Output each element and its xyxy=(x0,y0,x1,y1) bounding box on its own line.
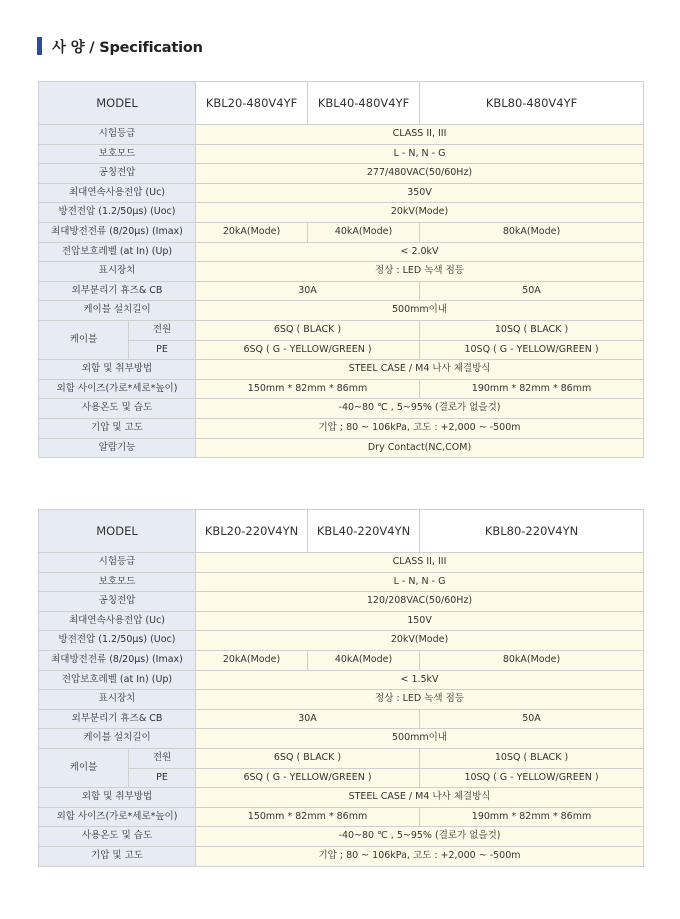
table-row xyxy=(39,301,644,321)
row-value: 120/208VAC(50/60Hz) xyxy=(196,592,644,612)
row-value: 500mm이내 xyxy=(196,729,644,749)
row-label: 보호모드 xyxy=(39,572,196,592)
model-name: KBL40-220V4YN xyxy=(308,510,420,553)
table-row xyxy=(39,320,644,340)
row-value: 20kA(Mode) xyxy=(196,650,308,670)
table-row xyxy=(39,222,644,242)
row-value: 190mm * 82mm * 86mm xyxy=(420,379,644,399)
row-label: 외함 사이즈(가로*세로*높이) xyxy=(39,379,196,399)
table-row xyxy=(39,846,644,866)
row-value: 150V xyxy=(196,611,644,631)
row-value: < 1.5kV xyxy=(196,670,644,690)
row-value: < 2.0kV xyxy=(196,242,644,262)
model-name: KBL40-480V4YF xyxy=(308,82,420,125)
section-heading xyxy=(37,36,203,56)
table-row xyxy=(39,768,644,788)
row-label: 방전전압 (1.2/50μs) (Uoc) xyxy=(39,631,196,651)
row-value: 20kA(Mode) xyxy=(196,222,308,242)
model-label: MODEL xyxy=(39,82,196,125)
row-value: 정상 : LED 녹색 점등 xyxy=(196,262,644,282)
table-row xyxy=(39,164,644,184)
model-header-row xyxy=(39,82,644,125)
row-value: 50A xyxy=(420,281,644,301)
row-label: 케이블 xyxy=(39,748,129,787)
row-value: 20kV(Mode) xyxy=(196,631,644,651)
row-label: 알람기능 xyxy=(39,438,196,458)
row-value: 10SQ ( BLACK ) xyxy=(420,748,644,768)
row-value: 기압 ; 80 ~ 106kPa, 고도 : +2,000 ~ -500m xyxy=(196,846,644,866)
row-sublabel: PE xyxy=(129,768,196,788)
table-row xyxy=(39,709,644,729)
table-row xyxy=(39,242,644,262)
row-label: 외부분리기 휴즈& CB xyxy=(39,281,196,301)
model-label: MODEL xyxy=(39,510,196,553)
table-row xyxy=(39,690,644,710)
row-label: 외부분리기 휴즈& CB xyxy=(39,709,196,729)
model-name: KBL80-220V4YN xyxy=(420,510,644,553)
row-value: CLASS II, III xyxy=(196,125,644,145)
row-value: -40~80 ℃ , 5~95% (결로가 없을것) xyxy=(196,827,644,847)
table-row xyxy=(39,631,644,651)
row-label: 전압보호레벨 (at In) (Up) xyxy=(39,670,196,690)
row-value: L - N, N - G xyxy=(196,572,644,592)
row-label: 표시장치 xyxy=(39,262,196,282)
row-value: CLASS II, III xyxy=(196,553,644,573)
row-value: 30A xyxy=(196,281,420,301)
row-sublabel: 전원 xyxy=(129,320,196,340)
row-value: 277/480VAC(50/60Hz) xyxy=(196,164,644,184)
table-row xyxy=(39,360,644,380)
table-row xyxy=(39,572,644,592)
row-label: 사용온도 및 습도 xyxy=(39,399,196,419)
row-value: 500mm이내 xyxy=(196,301,644,321)
row-label: 케이블 설치길이 xyxy=(39,729,196,749)
row-label: 공칭전압 xyxy=(39,164,196,184)
row-label: 시험등급 xyxy=(39,125,196,145)
table-row xyxy=(39,592,644,612)
table-row xyxy=(39,125,644,145)
row-label: 최대방전전류 (8/20μs) (Imax) xyxy=(39,650,196,670)
row-value: 150mm * 82mm * 86mm xyxy=(196,807,420,827)
row-sublabel: PE xyxy=(129,340,196,360)
heading-bar xyxy=(37,37,42,55)
table-row xyxy=(39,203,644,223)
table-row xyxy=(39,788,644,808)
row-value: L - N, N - G xyxy=(196,144,644,164)
row-value: 6SQ ( BLACK ) xyxy=(196,320,420,340)
row-value: 기압 ; 80 ~ 106kPa, 고도 : +2,000 ~ -500m xyxy=(196,418,644,438)
model-name: KBL80-480V4YF xyxy=(420,82,644,125)
row-label: 외함 사이즈(가로*세로*높이) xyxy=(39,807,196,827)
row-label: 사용온도 및 습도 xyxy=(39,827,196,847)
row-value: Dry Contact(NC,COM) xyxy=(196,438,644,458)
row-label: 케이블 설치길이 xyxy=(39,301,196,321)
row-value: 6SQ ( G - YELLOW/GREEN ) xyxy=(196,768,420,788)
row-value: 150mm * 82mm * 86mm xyxy=(196,379,420,399)
row-value: 190mm * 82mm * 86mm xyxy=(420,807,644,827)
row-label: 외함 및 취부방법 xyxy=(39,788,196,808)
row-value: 350V xyxy=(196,183,644,203)
heading-text: 사 양 / Specification xyxy=(52,39,203,56)
row-label: 외함 및 취부방법 xyxy=(39,360,196,380)
table-row xyxy=(39,418,644,438)
spec-table-220v xyxy=(38,509,644,867)
row-label: 방전전압 (1.2/50μs) (Uoc) xyxy=(39,203,196,223)
row-label: 공칭전압 xyxy=(39,592,196,612)
row-label: 표시장치 xyxy=(39,690,196,710)
table-row xyxy=(39,340,644,360)
row-label: 전압보호레벨 (at In) (Up) xyxy=(39,242,196,262)
table-row xyxy=(39,183,644,203)
row-value: STEEL CASE / M4 나사 체결방식 xyxy=(196,360,644,380)
row-value: 40kA(Mode) xyxy=(308,222,420,242)
table-row xyxy=(39,748,644,768)
row-value: 30A xyxy=(196,709,420,729)
row-label: 기압 및 고도 xyxy=(39,846,196,866)
row-label: 최대연속사용전압 (Uc) xyxy=(39,183,196,203)
table-row xyxy=(39,611,644,631)
row-value: 10SQ ( G - YELLOW/GREEN ) xyxy=(420,768,644,788)
row-value: 20kV(Mode) xyxy=(196,203,644,223)
row-value: -40~80 ℃ , 5~95% (결로가 없을것) xyxy=(196,399,644,419)
row-value: 10SQ ( BLACK ) xyxy=(420,320,644,340)
row-value: 50A xyxy=(420,709,644,729)
table-row xyxy=(39,438,644,458)
row-label: 최대방전전류 (8/20μs) (Imax) xyxy=(39,222,196,242)
row-sublabel: 전원 xyxy=(129,748,196,768)
table-row xyxy=(39,399,644,419)
row-label: 최대연속사용전압 (Uc) xyxy=(39,611,196,631)
table-row xyxy=(39,807,644,827)
row-value: STEEL CASE / M4 나사 체결방식 xyxy=(196,788,644,808)
row-label: 케이블 xyxy=(39,320,129,359)
model-name: KBL20-480V4YF xyxy=(196,82,308,125)
table-row xyxy=(39,650,644,670)
table-row xyxy=(39,729,644,749)
table-row xyxy=(39,553,644,573)
row-label: 보호모드 xyxy=(39,144,196,164)
table-row xyxy=(39,670,644,690)
model-header-row xyxy=(39,510,644,553)
row-value: 정상 : LED 녹색 점등 xyxy=(196,690,644,710)
row-value: 6SQ ( G - YELLOW/GREEN ) xyxy=(196,340,420,360)
row-label: 시험등급 xyxy=(39,553,196,573)
model-name: KBL20-220V4YN xyxy=(196,510,308,553)
table-row xyxy=(39,144,644,164)
table-row xyxy=(39,262,644,282)
row-value: 40kA(Mode) xyxy=(308,650,420,670)
table-row xyxy=(39,379,644,399)
spec-table-480v xyxy=(38,81,644,458)
table-row xyxy=(39,827,644,847)
row-value: 10SQ ( G - YELLOW/GREEN ) xyxy=(420,340,644,360)
row-value: 80kA(Mode) xyxy=(420,650,644,670)
row-label: 기압 및 고도 xyxy=(39,418,196,438)
row-value: 6SQ ( BLACK ) xyxy=(196,748,420,768)
row-value: 80kA(Mode) xyxy=(420,222,644,242)
table-row xyxy=(39,281,644,301)
